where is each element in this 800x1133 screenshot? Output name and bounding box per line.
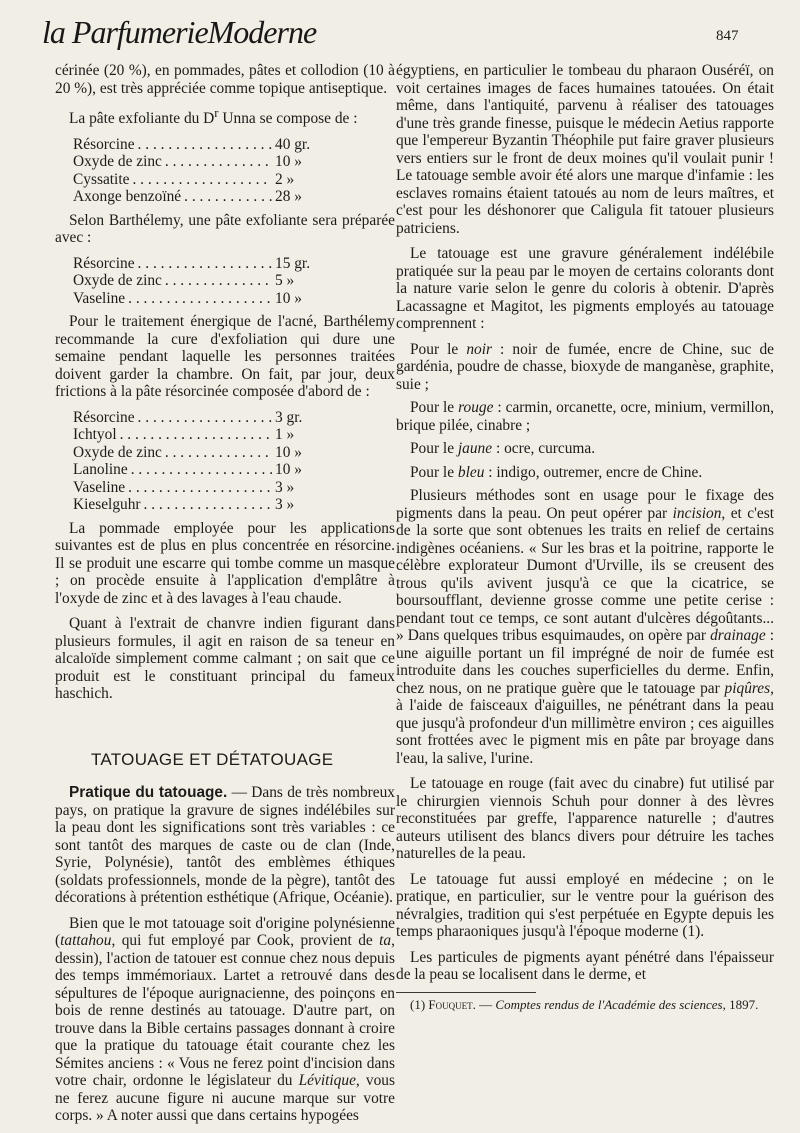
paragraph: Pour le traitement énergique de l'acné, Barthélemy recommande la cure d'exfoliation qui dure une semaine pendant laquelle les personnes traitées doivent garder la chambre. On fait, par jour, deux frictions à la pâte résorcinée composée d'abord de :: [55, 313, 395, 401]
subheading: Pratique du tatouage.: [69, 784, 228, 802]
ingredient-name: Axonge benzoïné: [73, 188, 182, 206]
ingredient-quantity: 3 »: [275, 478, 295, 496]
recipe-barthelemy: [73, 255, 333, 308]
recipe-row: [73, 153, 333, 171]
recipe-row: [73, 461, 333, 479]
paragraph: La pâte exfoliante du $D^r$ Unna se compose de :: [69, 106, 358, 128]
recipe-row: [73, 290, 333, 308]
paragraph: Plusieurs méthodes sont en usage pour le fixage des pigments dans la peau. On peut opérer par incision, et c'est de la sorte que sont obtenues les traits en relief de certains indigènes océaniens. « Sur les bras et la poitrine, rapporte le célèbre explorateur Dumont d'Urville, ils se creusent des trous qu'ils avivent jusqu'à ce que la cicatrice, se boursoufflant, devienne grosse comme une petite cerise : pendant tout ce temps, ce sont autant d'ulcères dégoûtants... » Dans quelques tribus esquimaudes, on opère par drainage : une aiguille portant un fil imprégné de noir de fumée est introduite dans les couches superficielles du derme. Enfin, chez nous, on ne pratique guère que le tatouage par piqûres, à l'aide de faisceaux d'aiguilles, ne pénétrant dans la peau que jusqu'à profondeur d'un millimètre environ ; ces aiguilles sont frottées avec le pigment mis en pâte par broyage dans l'eau, la salive, l'urine.: [396, 487, 775, 767]
leader-dots: [138, 136, 272, 154]
recipe-row: [73, 444, 333, 462]
ingredient-quantity: 15 gr.: [275, 254, 311, 272]
ingredient-quantity: 3 gr.: [275, 408, 303, 426]
recipe-unna: [73, 136, 333, 206]
ingredient-name: Résorcine: [73, 408, 135, 426]
paragraph: égyptiens, en particulier le tombeau du pharaon Ouséréï, on voit certaines images de faces humaines tatouées. On était même, dans l'antiquité, parvenu à réaliser des tatouages d'une très grande finesse, puisque le médecin Aetius rapporte que l'empereur Byzantin Théophile put faire graver plusieurs vers entiers sur le front de deux moines qu'il voulait punir ! Le tatouage semble avoir été alors une marque d'infamie : les esclaves romains étaient tatoués au nom de leurs maîtres, et c'est pour les déshonorer que Caligula fit tatouer plusieurs patriciens.: [396, 62, 774, 237]
list-item: Pour le noir : noir de fumée, encre de Chine, suc de gardénia, poudre de chasse, bioxyde de manganèse, graphite, suie ;: [396, 340, 774, 393]
leader-dots: [165, 153, 272, 171]
paragraph: La pommade employée pour les applications suivantes est de plus en plus concentrée en résorcine. Il se produit une escarre qui tombe comme un masque ; on procède ensuite à l'application d'emplâtre à l'oxyde de zinc et à des lavages à l'eau chaude.: [55, 519, 395, 607]
ingredient-name: Résorcine: [73, 135, 135, 153]
paragraph: Pratique du tatouage. — Dans de très nombreux pays, on pratique la gravure de signes indélébiles sur la peau dont les significations sont très variables : ce sont tantôt des marques de caste ou de clan (Inde, Syrie, Polynésie), tantôt des emblèmes éthiques (soldats professionnels, monde de la pègre), tantôt des décorations à prétention esthétique (Afrique, Océanie).: [55, 784, 395, 907]
recipe-row: [73, 171, 333, 189]
ingredient-name: Lanoline: [73, 461, 128, 479]
recipe-row: [73, 136, 333, 154]
leader-dots: [184, 188, 272, 206]
recipe-row: [73, 426, 333, 444]
page-number: 847: [716, 28, 739, 44]
ingredient-name: Oxyde de zinc: [73, 272, 162, 290]
recipe-row: [73, 188, 333, 206]
recipe-row: [73, 479, 333, 497]
ingredient-name: Cyssatite: [73, 170, 130, 188]
ingredient-quantity: 1 »: [275, 426, 295, 444]
section-title: TATOUAGE ET DÉTATOUAGE: [91, 749, 334, 769]
recipe-row: [73, 255, 333, 273]
list-item: Pour le bleu : indigo, outremer, encre de Chine.: [410, 463, 703, 481]
ingredient-quantity: 10 »: [275, 153, 302, 171]
ingredient-name: Vaseline: [73, 289, 126, 307]
leader-dots: [131, 461, 272, 479]
list-item: Pour le jaune : ocre, curcuma.: [410, 440, 596, 457]
recipe-row: [73, 272, 333, 290]
leader-dots: [138, 409, 272, 427]
footnote: (1) Fouquet. — Comptes rendus de l'Académie des sciences, 1897.: [410, 996, 759, 1012]
leader-dots: [128, 479, 272, 497]
leader-dots: [144, 496, 272, 514]
paragraph: Le tatouage en rouge (fait avec du cinabre) fut utilisé par le chirurgien viennois Schuh pour donner à des lèvres reconstituées par greffe, l'apparence naturelle ; d'autres auteurs utilisent des blancs divers pour détruire les taches naturelles de la peau.: [396, 775, 774, 862]
ingredient-quantity: 10 »: [275, 443, 302, 461]
paragraph: Les particules de pigments ayant pénétré dans l'épaisseur de la peau se localisent dans le derme, et: [396, 948, 774, 983]
leader-dots: [120, 426, 272, 444]
masthead-logo: la ParfumerieModerne: [42, 14, 317, 50]
leader-dots: [128, 290, 272, 308]
ingredient-quantity: 2 »: [275, 170, 295, 188]
paragraph: Le tatouage est une gravure généralement indélébile pratiquée sur la peau par le moyen de certains colorants dont la nature varie selon le genre du coloris à obtenir. D'après Lacassagne et Magitot, les pigments employés au tatouage comprennent :: [396, 245, 774, 332]
paragraph: Bien que le mot tatouage soit d'origine polynésienne (tattahou, qui fut employé par Cook, provient de ta, dessin), l'action de tatouer est connue chez nous depuis des temps immémoriaux. Lartet a retrouvé dans des sépultures de l'époque aurignacienne, des poinçons en bois de renne destinés au tatouage. D'autre part, on trouve dans la Bible certains passages donnant à croire que la pratique du tatouage était courante chez les Sémites anciens : « Vous ne ferez point d'incision dans votre chair, ordonne le législateur du Lévitique, vous ne ferez aucune figure ni aucune marque sur votre corps. » A noter aussi que dans certains hypogées: [55, 914, 395, 1125]
paragraph: Selon Barthélemy, une pâte exfoliante sera préparée avec :: [55, 211, 395, 247]
ingredient-name: Kieselguhr: [73, 496, 141, 514]
ingredient-quantity: 28 »: [275, 188, 302, 206]
recipe-resorcinee: [73, 409, 333, 514]
right-column: [396, 62, 774, 1020]
leader-dots: [165, 272, 272, 290]
ingredient-quantity: 10 »: [275, 461, 302, 479]
ingredient-name: Ichtyol: [73, 426, 117, 444]
left-column: [55, 62, 395, 1133]
pigment-list: [396, 341, 774, 482]
footnote-divider: [396, 992, 536, 993]
ingredient-quantity: 5 »: [275, 272, 295, 290]
recipe-row: [73, 496, 333, 514]
ingredient-name: Oxyde de zinc: [73, 153, 162, 171]
leader-dots: [138, 255, 272, 273]
leader-dots: [165, 444, 272, 462]
paragraph: Quant à l'extrait de chanvre indien figurant dans plusieurs formules, il agit en raison de sa teneur en alcaloïde simplement comme calmant ; on sait que ce produit est le constituant principal du fameux haschich.: [55, 615, 395, 703]
ingredient-quantity: 3 »: [275, 496, 295, 514]
leader-dots: [132, 171, 272, 189]
ingredient-name: Oxyde de zinc: [73, 443, 162, 461]
ingredient-quantity: 10 »: [275, 289, 302, 307]
recipe-row: [73, 409, 333, 427]
list-item: Pour le rouge : carmin, orcanette, ocre, minium, vermillon, brique pilée, cinabre ;: [396, 399, 774, 434]
paragraph: cérinée (20 %), en pommades, pâtes et collodion (10 à 20 %), est très appréciée comme topique antiseptique.: [55, 62, 395, 97]
ingredient-quantity: 40 gr.: [275, 135, 311, 153]
ingredient-name: Vaseline: [73, 478, 126, 496]
ingredient-name: Résorcine: [73, 254, 135, 272]
paragraph: Le tatouage fut aussi employé en médecine ; on le pratique, en particulier, sur le ventre pour la guérison des névralgies, tradition qui s'est perpétuée en Egypte depuis les temps pharaoniques jusqu'à l'époque moderne (1).: [396, 870, 774, 940]
